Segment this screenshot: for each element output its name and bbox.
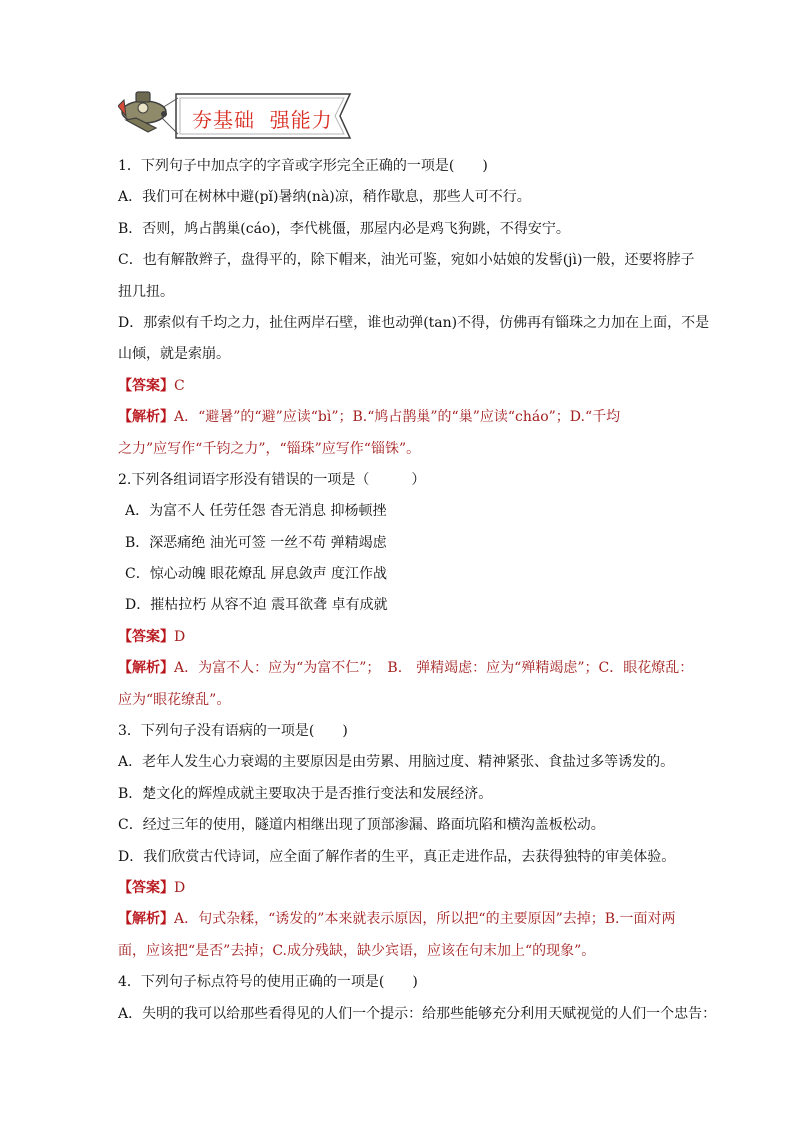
question-2: 2.下列各组词语字形没有错误的一项是（ ）	[118, 471, 426, 488]
option-line: A．老年人发生心力衰竭的主要原因是由劳累、用脑过度、精神紧张、食盐过多等诱发的。	[118, 754, 675, 771]
option-line: 山倾，就是索崩。	[118, 346, 230, 363]
option-line: B．楚文化的辉煌成就主要取决于是否推行变法和发展经济。	[118, 785, 493, 802]
answer-line	[118, 622, 718, 653]
section-banner	[118, 88, 358, 144]
answer-tag: 【答案】	[118, 879, 174, 896]
analysis-text: A．“避暑”的“避”应读“bì”；B.“鸠占鹊巢”的“巢”应读“cháo”；D.“千均	[174, 409, 621, 426]
option-line: C．也有解散辫子，盘得平的，除下帽来，油光可鉴，宛如小姑娘的发髻(jì)一般，还要将脖子	[118, 252, 695, 269]
option-line: C．经过三年的使用，隧道内相继出现了顶部渗漏、路面坑陷和横沟盖板松动。	[118, 817, 605, 834]
option-line: A．我们可在树林中避(pǐ)暑纳(nà)凉，稍作歇息，那些人可不行。	[118, 189, 531, 206]
analysis-continued: 之力”应写作“千钧之力”，“锱珠”应写作“锱铢”。	[118, 440, 421, 457]
option-line: D．我们欣赏古代诗词，应全面了解作者的生平，真正走进作品，去获得独特的审美体验。	[118, 848, 676, 865]
analysis-line	[118, 402, 718, 433]
analysis-line	[118, 653, 718, 684]
analysis-line	[118, 904, 718, 935]
analysis-continued: 应为“眼花缭乱”。	[118, 691, 231, 708]
option-line: A．失明的我可以给那些看得见的人们一个提示：给那些能够充分利用天赋视觉的人们一个忠告：	[118, 1005, 717, 1022]
option-line: B．否则，鸠占鹊巢(cáo)，李代桃僵，那屋内必是鸡飞狗跳，不得安宁。	[118, 220, 570, 237]
analysis-continued: 面，应该把“是否”去掉；C.成分残缺，缺少宾语，应该在句末加上“的现象”。	[118, 942, 596, 959]
analysis-tag: 【解析】	[118, 660, 174, 677]
option-line: 扭几扭。	[118, 283, 174, 300]
analysis-tag: 【解析】	[118, 409, 174, 426]
analysis-tag: 【解析】	[118, 911, 174, 928]
option-line: A．为富不人 任劳任怨 杳无消息 抑杨顿挫	[125, 503, 387, 520]
option-line: D．摧枯拉朽 从容不迫 震耳欲聋 卓有成就	[125, 597, 388, 614]
answer-tag: 【答案】	[118, 377, 174, 394]
question-1: 1．下列句子中加点字的字音或字形完全正确的一项是( )	[118, 158, 488, 174]
analysis-text: A．句式杂糅，“诱发的”本来就表示原因，所以把“的主要原因”去掉；B.一面对两	[174, 911, 676, 928]
answer-tag: 【答案】	[118, 628, 174, 645]
answer-text: C	[174, 377, 185, 394]
analysis-text: A．为富不人：应为“为富不仁”； B. 弹精竭虑：应为“殚精竭虑”；C．眼花燎乱：	[174, 660, 694, 677]
answer-text: D	[174, 628, 186, 645]
question-3: 3．下列句子没有语病的一项是( )	[118, 723, 348, 740]
answer-text: D	[174, 879, 186, 896]
question-content	[118, 151, 718, 1030]
question-4: 4．下列句子标点符号的使用正确的一项是( )	[118, 974, 418, 991]
answer-line	[118, 371, 718, 402]
option-line: C．惊心动魄 眼花燎乱 屏息敛声 度江作战	[125, 566, 388, 583]
banner-title: 夯基础 强能力	[192, 108, 333, 132]
option-line: B．深恶痛绝 油光可签 一丝不苟 弹精竭虑	[125, 534, 387, 551]
option-line: D．那索似有千均之力，扯住两岸石壁，谁也动弹(tan)不得，仿佛再有锱珠之力加在上面，不是	[118, 314, 710, 331]
answer-line	[118, 873, 718, 904]
